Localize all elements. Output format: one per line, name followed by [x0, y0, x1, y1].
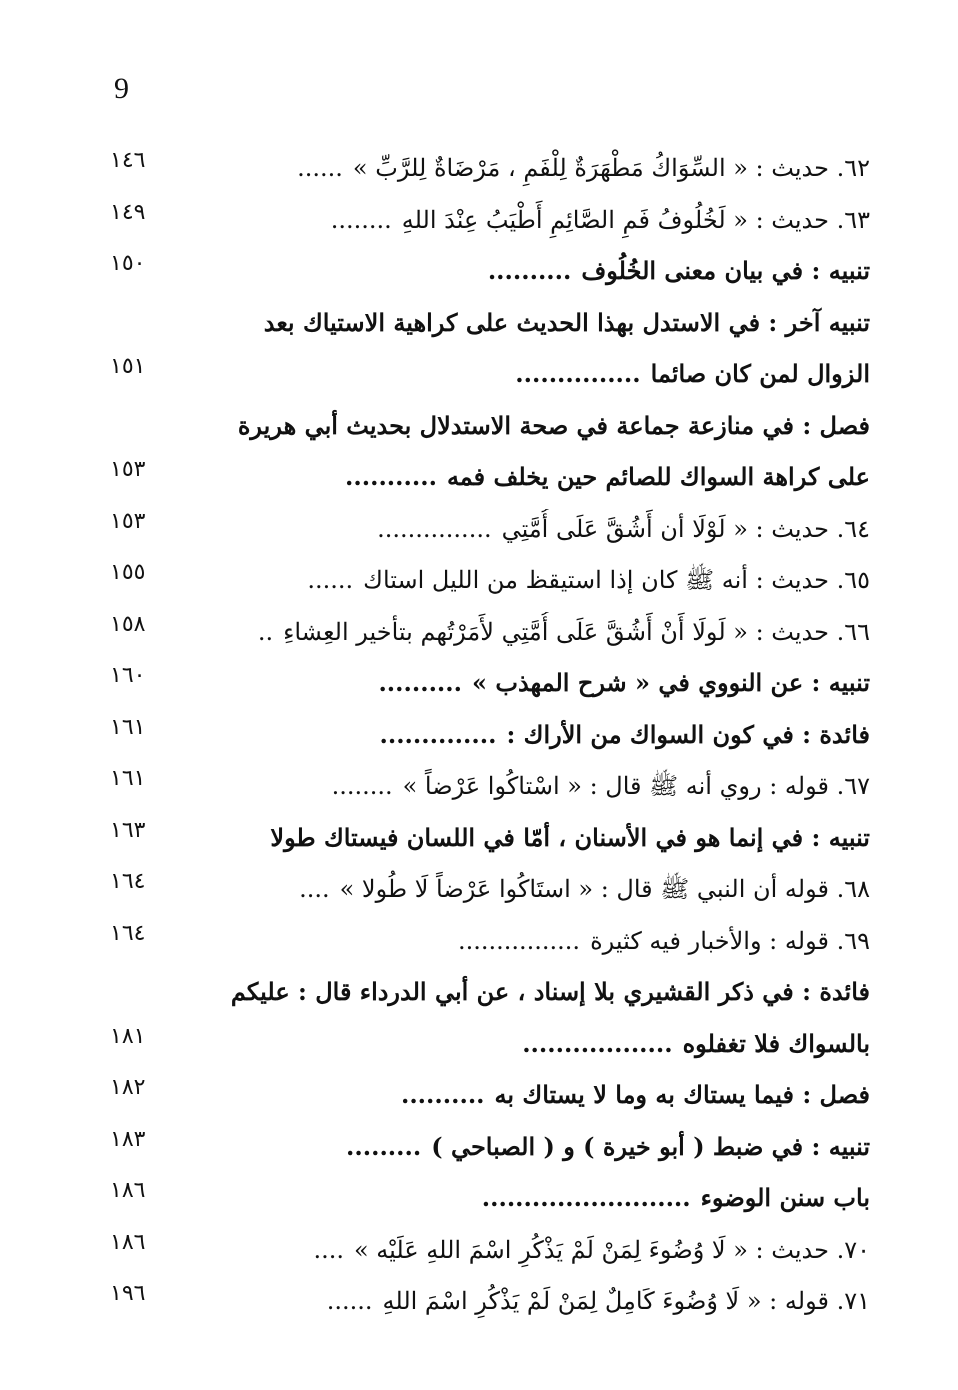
- toc-entry-page: ١٥٥: [110, 560, 146, 585]
- table-of-contents: [110, 144, 870, 1329]
- toc-row: [110, 814, 870, 866]
- toc-row: [110, 762, 870, 814]
- toc-entry-text: ٦٤. حديث : « لَوْلَا أن أَشُقَّ عَلَى أُمَّتِي...............: [377, 514, 870, 543]
- toc-entry-page: ١٤٩: [110, 199, 146, 225]
- toc-entry-page: ١٥٣: [110, 508, 146, 534]
- toc-entry-page: ١٨٦: [110, 1178, 146, 1203]
- toc-entry-text: فصل : فيما يستاك به وما لا يستاك به..........: [400, 1080, 870, 1109]
- toc-entry-text: ٦٣. حديث : « لَخُلُوفُ فَمِ الصَّائِمِ أَطْيَبُ عِنْدَ اللهِ........: [330, 205, 870, 234]
- toc-row: [110, 1226, 870, 1278]
- toc-row: [110, 505, 870, 557]
- toc-entry-page: ١٨٢: [110, 1075, 146, 1100]
- toc-entry-text: على كراهة السواك للصائم حين يخلف فمه...........: [345, 462, 870, 491]
- toc-row: [110, 659, 870, 711]
- toc-entry-text: تنبيه آخر : في الاستدل بهذا الحديث على كراهية الاستياك بعد: [263, 307, 870, 337]
- toc-entry-text: ٦٩. قوله : والأخبار فيه كثيرة................: [458, 926, 870, 955]
- toc-entry-text: باب سنن الوضوء.........................: [481, 1183, 870, 1212]
- toc-row: [110, 917, 870, 969]
- toc-row: [110, 1277, 870, 1329]
- toc-entry-text: ٦٨. قوله أن النبي ﷺ قال : « استَاكُوا عَرْضاً لَا طُولا »....: [299, 875, 870, 903]
- toc-entry-text: فائدة : في كون السواك من الأراك :..............: [379, 719, 870, 749]
- toc-entry-text: فائدة : في ذكر القشيري بلا إسناد ، عن أبي الدرداء قال : عليكم: [230, 977, 870, 1006]
- toc-entry-page: ١٨٦: [110, 1229, 146, 1255]
- toc-row: [110, 1071, 870, 1123]
- toc-row: [110, 196, 870, 248]
- toc-entry-page: ١٦٤: [110, 920, 146, 946]
- toc-entry-text: ٦٧. قوله : روي أنه ﷺ قال : « اسْتاكُوا عَرْضاً »........: [331, 772, 870, 800]
- toc-entry-page: ١٦٤: [110, 869, 146, 894]
- toc-entry-page: ١٥٠: [110, 251, 146, 276]
- toc-entry-page: ١٦٠: [110, 663, 146, 688]
- toc-row: [110, 299, 870, 351]
- toc-row: [110, 608, 870, 660]
- toc-entry-text: تنبيه : في إنما هو في الأسنان ، أمّا في اللسان فيستاك طولا: [270, 822, 870, 852]
- toc-entry-text: ٦٥. حديث : أنه ﷺ كان إذا استيقظ من الليل استاك......: [307, 566, 870, 594]
- toc-entry-page: ١٩٦: [110, 1281, 146, 1306]
- toc-row: [110, 968, 870, 1020]
- toc-entry-text: ٧١. قوله : « لَا وُضُوءَ كَامِلٌ لِمَنْ لَمْ يَذْكُرِ اسْمَ اللهِ......: [326, 1287, 870, 1315]
- toc-row: [110, 556, 870, 608]
- toc-row: [110, 865, 870, 917]
- toc-entry-text: ٦٢. حديث : « السِّوَاكُ مَطْهَرَةٌ لِلْفَمِ ، مَرْضَاةٌ لِلرَّبِّ »......: [297, 154, 870, 182]
- toc-entry-text: تنبيه : في بيان معنى الخُلُوف..........: [487, 256, 870, 285]
- toc-entry-text: ٧٠. حديث : « لَا وُضُوءَ لِمَنْ لَمْ يَذْكُرِ اسْمَ اللهِ عَلَيْه »....: [313, 1235, 870, 1264]
- toc-entry-text: تنبيه : عن النووي في « شرح المهذب »..........: [378, 668, 870, 697]
- toc-entry-page: ١٥٨: [110, 611, 146, 637]
- toc-row: [110, 711, 870, 763]
- toc-entry-page: ١٦٣: [110, 817, 146, 843]
- toc-row: [110, 1123, 870, 1175]
- toc-entry-page: ١٥٣: [110, 457, 146, 482]
- toc-row: [110, 1174, 870, 1226]
- toc-row: [110, 402, 870, 454]
- toc-row: [110, 144, 870, 196]
- toc-entry-text: ٦٦. حديث : « لَولَا أَنْ أَشُقَّ عَلَى أُمَّتِي لأَمَرْتُهم بتأخير العِشاءِ..: [257, 617, 870, 646]
- toc-entry-page: ١٦١: [110, 714, 146, 740]
- toc-entry-page: ١٦١: [110, 766, 146, 791]
- toc-entry-page: ١٥١: [110, 354, 146, 379]
- toc-entry-text: بالسواك فلا تغفلوه..................: [522, 1028, 870, 1058]
- toc-row: [110, 350, 870, 402]
- toc-entry-text: فصل : في منازعة جماعة في صحة الاستدلال بحديث أبي هريرة: [237, 410, 870, 440]
- toc-entry-page: ١٨٣: [110, 1126, 146, 1152]
- toc-entry-page: ١٨١: [110, 1023, 146, 1049]
- toc-row: [110, 1020, 870, 1072]
- toc-entry-page: ١٤٦: [110, 148, 146, 173]
- toc-row: [110, 453, 870, 505]
- toc-row: [110, 247, 870, 299]
- toc-entry-text: الزوال لمن كان صائما...............: [515, 359, 870, 388]
- page-number: 9: [114, 72, 129, 105]
- toc-entry-text: تنبيه : في ضبط ( أبو خيرة ) و ( الصباحي ).........: [346, 1131, 870, 1161]
